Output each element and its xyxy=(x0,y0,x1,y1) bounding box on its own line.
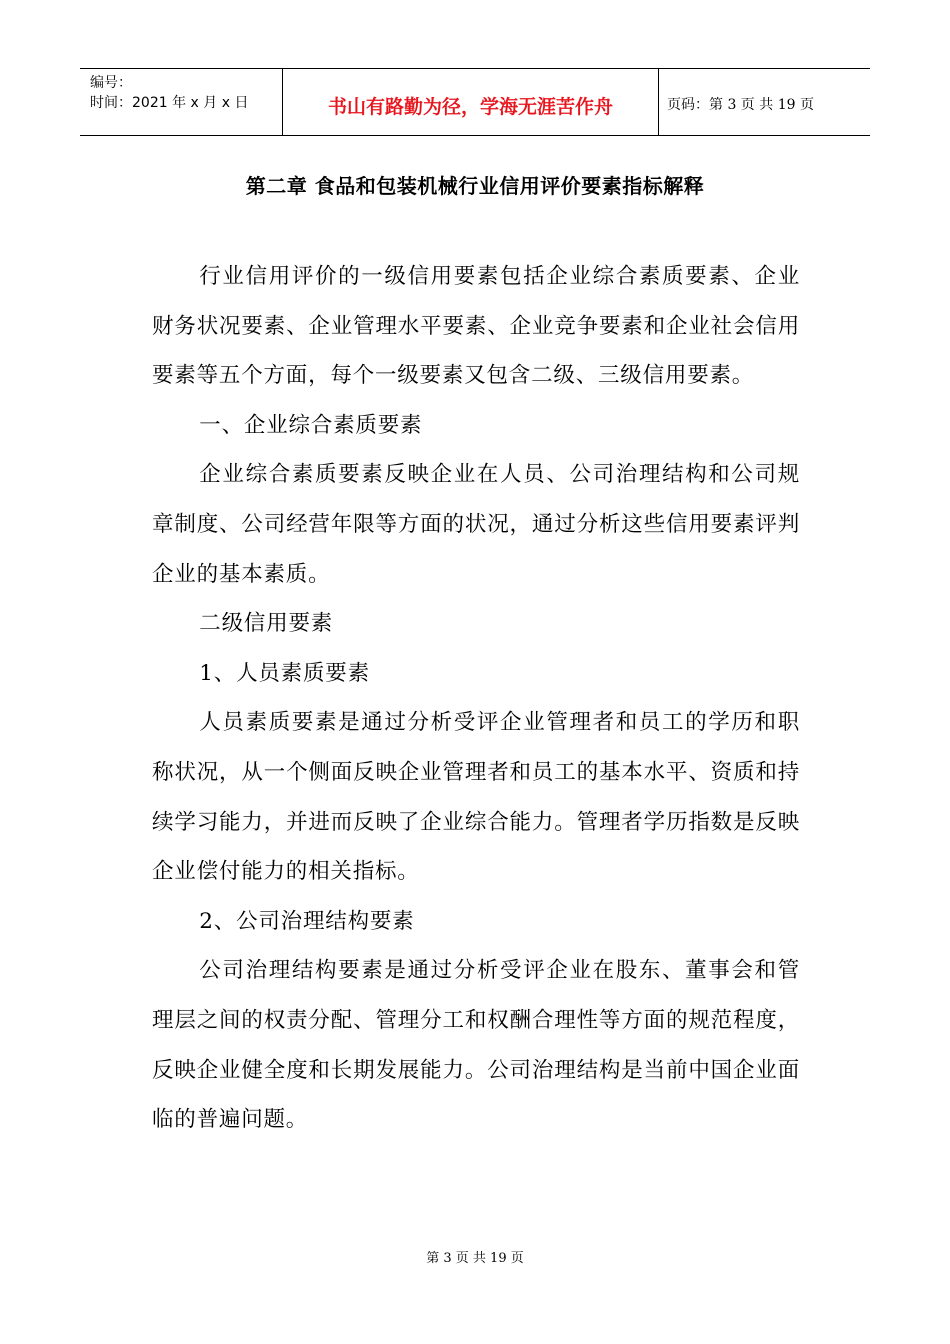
paragraph-item-2: 公司治理结构要素是通过分析受评企业在股东、董事会和管理层之间的权责分配、管理分工和权酬合理性等方面的规范程度，反映企业健全度和长期发展能力。公司治理结构是当前中国企业面临的普遍问题。 xyxy=(152,958,800,1133)
document-time-label: 时间：2021 年 x 月 x 日 xyxy=(90,95,249,111)
header-motto: 书山有路勤为径，学海无涯苦作舟 xyxy=(283,69,659,135)
paragraph-section-1: 企业综合素质要素反映企业在人员、公司治理结构和公司规章制度、公司经营年限等方面的状况，通过分析这些信用要素评判企业的基本素质。 xyxy=(152,462,800,587)
item-heading-2: 2、公司治理结构要素 xyxy=(199,908,415,934)
paragraph-intro: 行业信用评价的一级信用要素包括企业综合素质要素、企业财务状况要素、企业管理水平要素、企业竞争要素和企业社会信用要素等五个方面，每个一级要素又包含二级、三级信用要素。 xyxy=(152,264,800,389)
subheading-secondary-elements: 二级信用要素 xyxy=(199,611,334,637)
header-meta-cell xyxy=(80,69,283,135)
paragraph-item-1: 人员素质要素是通过分析受评企业管理者和员工的学历和职称状况，从一个侧面反映企业管理者和员工的基本水平、资质和持续学习能力，并进而反映了企业综合能力。管理者学历指数是反映企业偿付能力的相关指标。 xyxy=(152,710,800,885)
page-footer: 第 3 页 共 19 页 xyxy=(426,1251,524,1266)
body-text xyxy=(152,252,800,1145)
header-table xyxy=(80,68,870,136)
section-heading-1: 一、企业综合素质要素 xyxy=(199,412,423,438)
chapter-title: 第二章 食品和包装机械行业信用评价要素指标解释 xyxy=(245,174,705,198)
document-number-label: 编号： xyxy=(90,75,132,91)
item-heading-1: 1、人员素质要素 xyxy=(199,660,370,686)
header-page-info: 页码：第 3 页 共 19 页 xyxy=(667,97,814,113)
